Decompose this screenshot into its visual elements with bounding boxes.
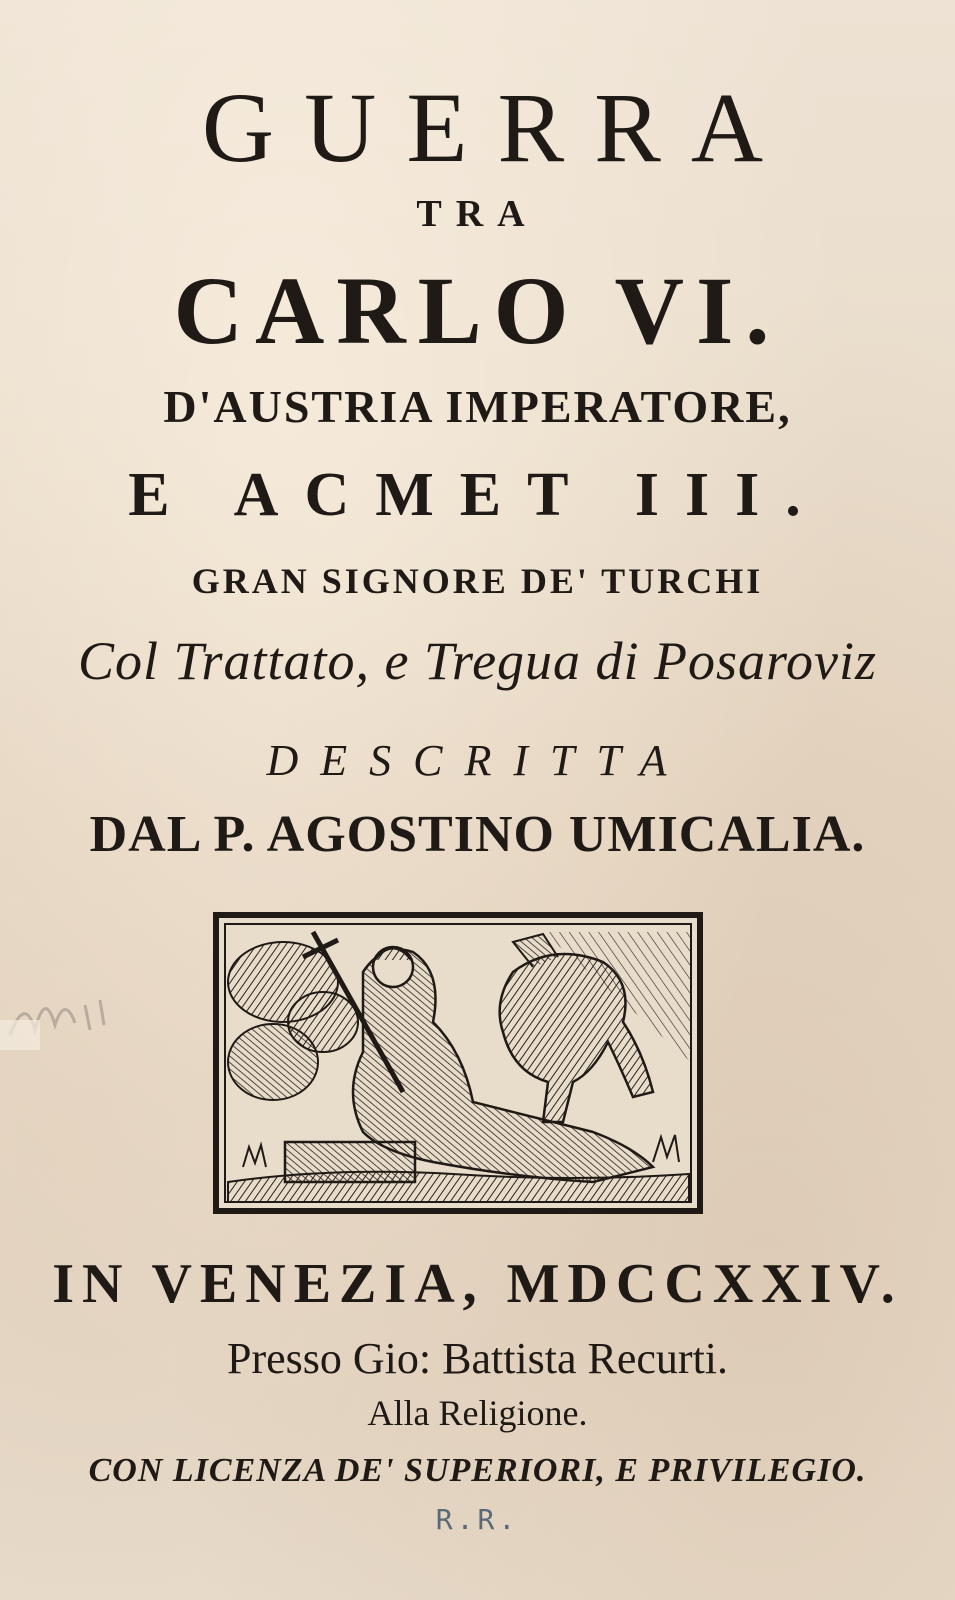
imprint-sign: Alla Religione. — [367, 1393, 588, 1433]
woodcut-vignette-icon — [213, 912, 703, 1214]
title-carlo-vi: CARLO VI. — [173, 257, 782, 364]
imprint-printer: Presso Gio: Battista Recurti. — [226, 1334, 729, 1383]
imprint-place-date: IN VENEZIA, MDCCXXIV. — [52, 1253, 903, 1315]
descritta-label: DESCRITTA — [266, 736, 689, 785]
title-acmet-iii: E ACMET III. — [128, 461, 827, 529]
imprint-licence: CON LICENZA DE' SUPERIORI, E PRIVILEGIO. — [88, 1452, 867, 1489]
ink-smudge-icon — [0, 975, 130, 1055]
title-word-guerra: GUERRA — [201, 72, 794, 183]
title-gran-signore: GRAN SIGNORE DE' TURCHI — [191, 561, 764, 601]
library-stamp: R.R. — [435, 1503, 520, 1536]
author-line: DAL P. AGOSTINO UMICALIA. — [89, 806, 866, 863]
title-austria-imperatore: D'AUSTRIA IMPERATORE, — [163, 381, 792, 432]
title-word-tra: TRA — [416, 193, 539, 235]
subtitle-trattato: Col Trattato, e Tregua di Posaroviz — [77, 631, 878, 691]
